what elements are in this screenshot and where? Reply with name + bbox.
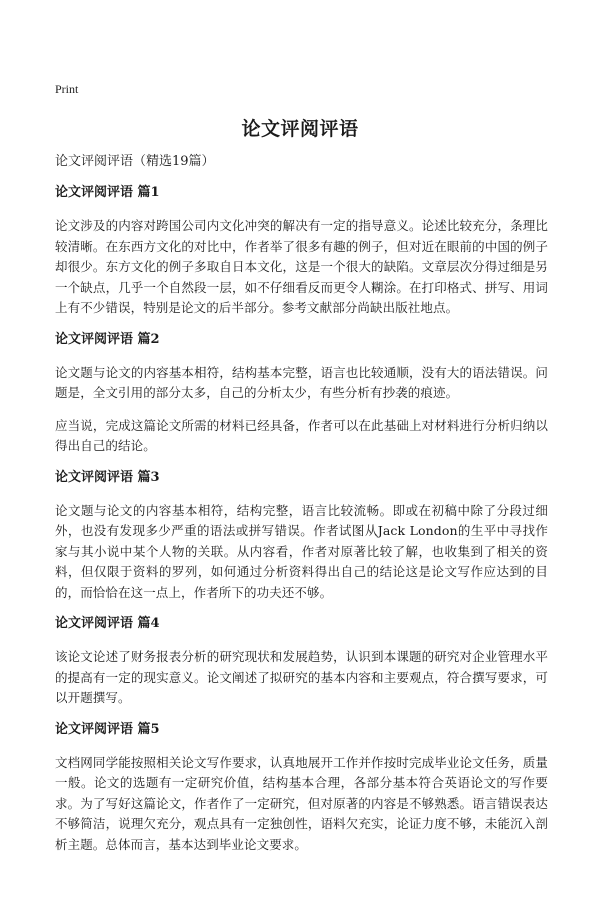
section-heading: 论文评阅评语 篇2 [55, 331, 160, 347]
section-heading: 论文评阅评语 篇1 [55, 185, 160, 200]
section-1 [55, 184, 548, 319]
section-paragraph: 该论文论述了财务报表分析的研究现状和发展趋势，认识到本课题的研究对企业管理水平的提高有一定的现实意义。论文阐述了拟研究的基本内容和主要观点，符合撰写要求，可以开题撰写。 [55, 649, 548, 705]
section-2 [55, 331, 548, 457]
document-content [55, 184, 548, 867]
section-heading: 论文评阅评语 篇4 [55, 616, 160, 631]
print-link[interactable]: Print [55, 82, 79, 96]
section-paragraph: 文档网同学能按照相关论文写作要求，认真地展开工作并作按时完成毕业论文任务，质量一般。论文的选题有一定研究价值，结构基本合理，各部分基本符合英语论文的写作要求。为了写好这篇论文，作者作了一定研究，但对原著的内容是不够熟悉。语言错误表达不够简洁，说理欠充分，观点具有一定独创性，语料欠充实，论证力度不够，未能沉入剖析主题。总体而言，基本达到毕业论文要求。 [55, 754, 548, 852]
section-paragraph: 应当说，完成这篇论文所需的材料已经具备，作者可以在此基础上对材料进行分析归纳以得出自己的结论。 [55, 417, 548, 453]
section-paragraph: 论文题与论文的内容基本相符，结构完整，语言比较流畅。即或在初稿中除了分段过细外，也没有发现多少严重的语法或拼写错误。作者试图从Jack London的生平中寻找作家与其小说中某个人物的关联。从内容看，作者对原著比较了解，也收集到了相关的资料，但仅限于资料的罗列，如何通过分析资料得出自己的结论这是论文写作应达到的目的，而恰恰在这一点上，作者所下的功夫还不够。 [55, 502, 548, 600]
section-3 [55, 469, 548, 604]
page-title: 论文评阅评语 [241, 118, 359, 140]
section-paragraph: 论文题与论文的内容基本相符，结构基本完整，语言也比较通顺，没有大的语法错误。问题是，全文引用的部分太多，自己的分析太少，有些分析有抄袭的痕迹。 [55, 364, 548, 400]
section-5 [55, 721, 548, 856]
document-subtitle: 论文评阅评语（精选19篇） [55, 154, 215, 169]
section-heading: 论文评阅评语 篇5 [55, 721, 160, 737]
section-4 [55, 615, 548, 709]
section-heading: 论文评阅评语 篇3 [55, 469, 160, 485]
section-paragraph: 论文涉及的内容对跨国公司内文化冲突的解决有一定的指导意义。论述比较充分，条理比较清晰。在东西方文化的对比中，作者举了很多有趣的例子，但对近在眼前的中国的例子却很少。东方文化的例子多取自日本文化，这是一个很大的缺陷。文章层次分得过细是另一个缺点，几乎一个自然段一层，如不仔细看反而更令人糊涂。在打印格式、拼写、用词上有不少错误，特别是论文的后半部分。参考文献部分尚缺出版社地点。 [55, 218, 548, 315]
